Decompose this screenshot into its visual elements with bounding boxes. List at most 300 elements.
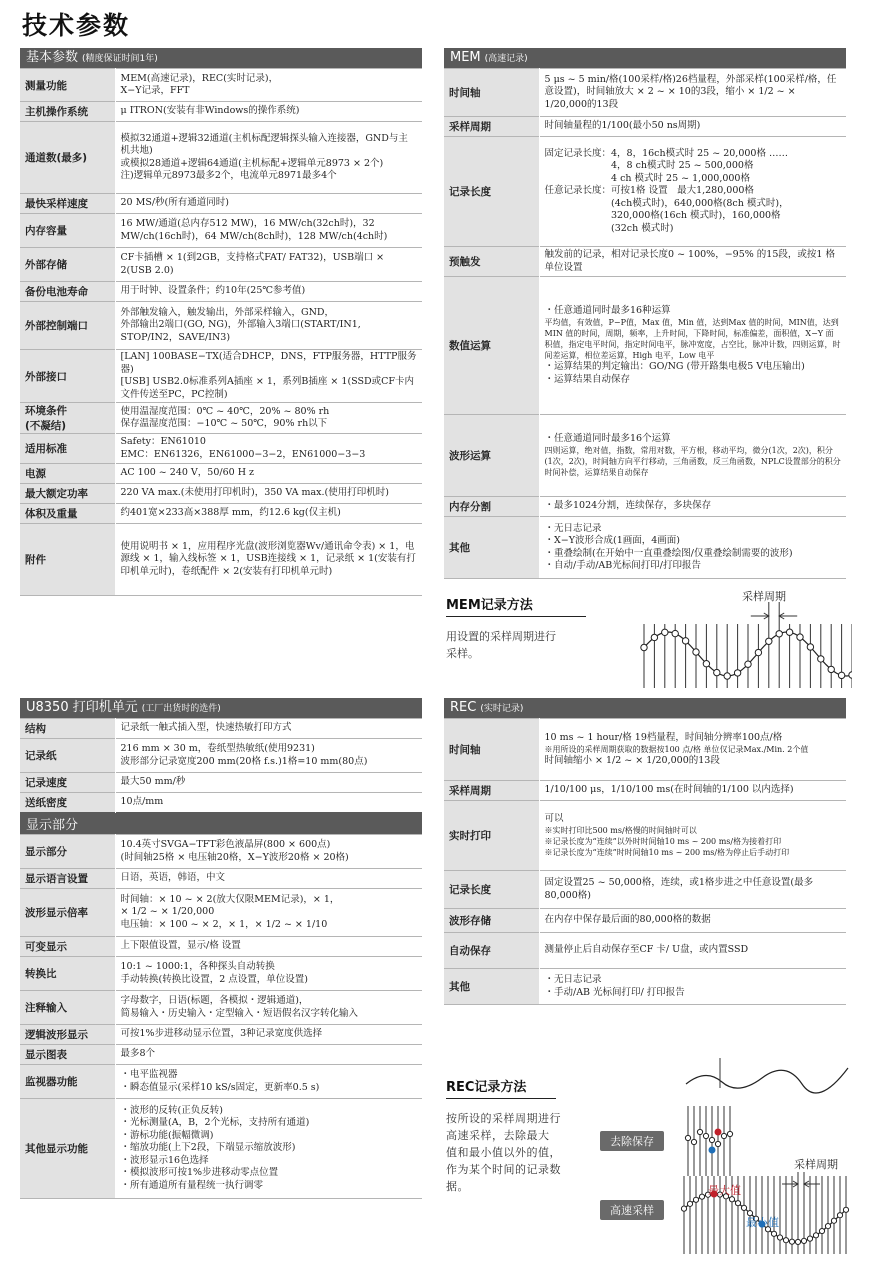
spec-value-line: Safety：EN61010	[120, 436, 206, 447]
spec-label: 波形存储	[444, 909, 539, 933]
sample-point	[789, 1239, 794, 1244]
spec-row	[20, 1099, 422, 1199]
spec-label: 其他	[444, 517, 539, 579]
spec-label: 记录长度	[444, 137, 539, 247]
spec-value-line: 216 mm × 30 m，卷纸型热敏纸(使用9231)	[120, 743, 315, 754]
sample-point	[699, 1194, 704, 1199]
remove-save-label: 去除保存	[600, 1131, 664, 1151]
spec-value	[539, 415, 846, 497]
printer-spec-table	[20, 718, 422, 1199]
spec-row	[444, 497, 846, 517]
spec-value	[115, 434, 422, 464]
spec-value-line: ・缩放功能(上下2段，下端显示缩放波形)	[120, 1142, 296, 1154]
page-title: 技术参数	[22, 11, 131, 40]
spec-value	[115, 484, 422, 504]
arrow-right-icon	[782, 1181, 798, 1187]
spec-value	[539, 933, 846, 969]
spec-value-line: ・游标功能(振幅微调)	[120, 1129, 214, 1141]
sample-point	[837, 1213, 842, 1218]
max-point	[715, 1129, 721, 1135]
section-header-rec	[444, 698, 846, 718]
spec-value	[115, 1065, 422, 1099]
spec-label: 波形运算	[444, 415, 539, 497]
spec-row	[20, 957, 422, 991]
sample-point	[691, 1139, 696, 1144]
spec-label: 自动保存	[444, 933, 539, 969]
spec-label: 通道数(最多)	[20, 122, 115, 194]
spec-value-line: 5 μs ~ 5 min/格(100采样/格)26档量程，外部采样(100采样/格，任意设置)，时间轴放大 × 2 ~ × 10的3段，缩小 × 1/2 ~ × 1/20,000的13段	[544, 73, 837, 110]
spec-label: 最大额定功率	[20, 484, 115, 504]
sample-point	[693, 1197, 698, 1202]
spec-row	[20, 122, 422, 194]
spec-value-line: ・任意通道同时最多16个运算	[544, 432, 671, 444]
spec-value-line: 4 ch 模式时 25 ~ 1,000,000格	[544, 172, 750, 184]
spec-value	[115, 1099, 422, 1199]
sample-point	[766, 638, 772, 644]
spec-value	[539, 117, 846, 137]
sample-point	[813, 1233, 818, 1238]
sample-point	[721, 1133, 726, 1138]
spec-value-line: ・光标测量(A，B，2个光标，支持所有通道)	[120, 1117, 310, 1129]
sample-point	[734, 670, 740, 676]
spec-value	[539, 69, 846, 117]
spec-value-line: ・最多1024分割，连续保存，多块保存	[544, 500, 712, 512]
spec-label: 时间轴	[444, 69, 539, 117]
sample-point	[825, 1224, 830, 1229]
spec-row	[20, 214, 422, 248]
mem-method-title: MEM记录方法	[446, 594, 586, 617]
spec-value-line: X−Y记录，FFT	[120, 85, 190, 96]
spec-row	[444, 137, 846, 247]
spec-row	[20, 889, 422, 937]
spec-value-line: ・电平监视器	[120, 1069, 178, 1080]
spec-value	[539, 719, 846, 781]
spec-label: 外部存储	[20, 248, 115, 282]
spec-row	[444, 909, 846, 933]
spec-row	[20, 248, 422, 282]
spec-row	[444, 117, 846, 137]
spec-value-line: 模拟32通道+逻辑32通道(主机标配逻辑探头输入连接器，GND与主机共地)	[120, 132, 408, 156]
sample-point	[681, 1206, 686, 1211]
spec-label: 其他	[444, 969, 539, 1005]
display-section-header	[20, 813, 422, 835]
spec-row	[20, 991, 422, 1025]
spec-label: 数值运算	[444, 277, 539, 415]
spec-label: 送纸密度	[20, 793, 115, 813]
spec-value-line: [USB] USB2.0标准系列A插座 × 1，系列B插座 × 1(SSD或CF卡内文件传送至PC，PC控制)	[120, 376, 414, 400]
spec-value	[539, 247, 846, 277]
spec-value	[115, 889, 422, 937]
spec-value-line: 320,000格(16ch 模式时)，160,000格	[544, 210, 781, 222]
spec-value-line: 时间轴量程的1/100(最小50 ns周期)	[544, 120, 701, 132]
arrow-left-icon	[804, 1181, 820, 1187]
spec-value-line: 20 MS/秒(所有通道同时)	[120, 197, 229, 209]
sample-point	[727, 1131, 732, 1136]
spec-value-line: ・无日志记录	[544, 522, 602, 534]
rec-spec-table	[444, 718, 846, 1005]
spec-label: 显示语言设置	[20, 869, 115, 889]
arrow-right-icon	[751, 613, 769, 619]
rec-sampling-diagram	[676, 1058, 856, 1258]
sample-point	[849, 672, 852, 678]
spec-label: 记录长度	[444, 871, 539, 909]
spec-row	[20, 937, 422, 957]
sample-point	[755, 649, 761, 655]
section-title: REC	[450, 700, 477, 715]
section-header-mem	[444, 48, 846, 68]
max-value-label: 最大值	[708, 1184, 741, 1197]
spec-value-line: 时间轴：× 10 ~ × 2(放大仅限MEM记录)，× 1，	[120, 893, 340, 905]
spec-value	[115, 248, 422, 282]
spec-value	[115, 719, 422, 739]
spec-value	[115, 773, 422, 793]
spec-label: 预触发	[444, 247, 539, 277]
sample-point	[703, 661, 709, 667]
spec-value-line: ※实时打印比500 ms/格慢的时间轴时可以	[544, 826, 697, 836]
spec-value-line: ・手动/AB 光标间打印/ 打印报告	[544, 986, 685, 998]
spec-value-line: 最多8个	[120, 1048, 156, 1060]
spec-value-line: 外部输出2端口(GO, NG)，外部输入3端口(START/IN1, STOP/IN2，SAVE/IN3)	[120, 319, 364, 343]
spec-label: 结构	[20, 719, 115, 739]
spec-label: 时间轴	[444, 719, 539, 781]
spec-value-line: 记录纸一触式插入型，快速热敏打印方式	[120, 722, 292, 734]
section-subtitle: (工厂出货时的选件)	[141, 704, 221, 714]
spec-value-line: ・重叠绘制(在开始中一直重叠绘图/仅重叠绘制需要的波形)	[544, 547, 793, 559]
spec-value	[539, 909, 846, 933]
spec-value-line: 保存温湿度范围：−10℃ ~ 50℃，90% rh以下	[120, 418, 328, 429]
spec-row	[20, 350, 422, 403]
basic-spec-table	[20, 68, 422, 596]
spec-label: 内存容量	[20, 214, 115, 248]
sample-point	[745, 661, 751, 667]
spec-label: 监视器功能	[20, 1065, 115, 1099]
spec-label: 实时打印	[444, 801, 539, 871]
spec-value	[539, 871, 846, 909]
spec-label: 环境条件 (不凝结)	[20, 403, 115, 434]
min-value-label: 最小值	[746, 1216, 779, 1229]
spec-row	[20, 739, 422, 773]
spec-label: 体积及重量	[20, 504, 115, 524]
spec-row	[20, 102, 422, 122]
spec-label: 采样周期	[444, 117, 539, 137]
sample-point	[741, 1205, 746, 1210]
spec-value-line: 波形部分记录宽度200 mm(20格 f.s.)1格=10 mm(80点)	[120, 755, 368, 767]
spec-value	[115, 957, 422, 991]
spec-row	[20, 434, 422, 464]
spec-value	[539, 137, 846, 247]
sample-point	[838, 672, 844, 678]
sample-point	[685, 1135, 690, 1140]
spec-value-line: 字母数字，日语(标题，各模拟・逻辑通道)，	[120, 995, 309, 1006]
sample-point	[662, 629, 668, 635]
spec-value-line: 4，8 ch模式时 25 ~ 500,000格	[544, 160, 754, 172]
spec-value-line: 16 MW/通道(总内存512 MW)，16 MW/ch(32ch时)，32 MW/ch(16ch时)，64 MW/ch(8ch时)，128 MW/ch(4ch时)	[120, 218, 388, 242]
spec-label: 主机操作系统	[20, 102, 115, 122]
spec-value-line: 测量停止后自动保存至CF 卡/ U盘，或内置SSD	[544, 944, 749, 956]
spec-row	[20, 793, 422, 813]
spec-label: 适用标准	[20, 434, 115, 464]
spec-row	[444, 801, 846, 871]
spec-label: 外部控制端口	[20, 302, 115, 350]
spec-row	[20, 1025, 422, 1045]
sample-point	[703, 1133, 708, 1138]
spec-value-line: 可按1%步进移动显示位置，3种记录宽度供选择	[120, 1028, 323, 1040]
spec-value-line: 最大50 mm/秒	[120, 776, 186, 788]
sample-point	[786, 629, 792, 635]
spec-value-line: 简易输入・历史输入・定型输入・短语假名汉字转化输入	[120, 1007, 359, 1019]
sample-point	[709, 1137, 714, 1142]
sample-point	[843, 1207, 848, 1212]
spec-value	[115, 282, 422, 302]
arrow-left-icon	[779, 613, 797, 619]
spec-value-line: 触发前的记录，相对记录长度0 ~ 100%，−95% 的15段，或按1 格单位设置	[544, 249, 835, 273]
spec-value-line: 10 ms ~ 1 hour/格 19档量程，时间轴分辨率100点/格	[544, 731, 783, 743]
spec-value	[539, 497, 846, 517]
spec-row	[20, 524, 422, 596]
sample-point	[807, 1236, 812, 1241]
spec-value-line: ・任意通道同时最多16种运算	[544, 304, 671, 316]
sample-point	[795, 1239, 800, 1244]
spec-value-line: 10:1 ~ 1000:1，各种探头自动转换	[120, 961, 275, 972]
spec-label: 内存分割	[444, 497, 539, 517]
rec-method-title: REC记录方法	[446, 1076, 556, 1099]
spec-value-line: MEM(高速记录)，REC(实时记录)，	[120, 72, 279, 84]
fast-sampling-label: 高速采样	[600, 1200, 664, 1220]
sample-point	[801, 1238, 806, 1243]
spec-value	[539, 781, 846, 801]
spec-value	[115, 464, 422, 484]
spec-value-line: CF卡插槽 × 1(到2GB，支持格式FAT/ FAT32)，USB端口 × 2(USB 2.0)	[120, 252, 388, 276]
section-title: MEM	[450, 50, 481, 65]
spec-value-line: ・X−Y波形合成(1画面，4画面)	[544, 535, 680, 546]
spec-value	[115, 302, 422, 350]
spec-row	[20, 69, 422, 102]
sample-point	[747, 1211, 752, 1216]
sample-point	[807, 644, 813, 650]
sample-point	[682, 638, 688, 644]
spec-row	[20, 403, 422, 434]
spec-value-line: 固定记录长度：4，8，16ch模式时 25 ~ 20,000格 ……	[544, 147, 788, 159]
section-title: U8350 打印机单元	[26, 700, 138, 715]
section-header-printer	[20, 698, 422, 718]
mem-method-description: 用设置的采样周期进行 采样。	[446, 630, 556, 660]
spec-value	[115, 122, 422, 194]
spec-value-line: AC 100 ~ 240 V，50/60 H z	[120, 467, 255, 479]
spec-value	[115, 524, 422, 596]
spec-row	[444, 781, 846, 801]
spec-value-line: 或模拟28通道+逻辑64通道(主机标配+逻辑单元8973 × 2个)	[120, 157, 384, 169]
spec-value-line: ※用所设的采样周期获取的数据按100 点/格 单位仅记录Max./Min. 2个值	[544, 745, 809, 754]
spec-value-line: ※记录长度为“连续”时时间轴10 ms ~ 200 ms/格为停止后手动打印	[544, 848, 790, 858]
sample-point	[724, 673, 730, 679]
sample-point	[831, 1218, 836, 1223]
min-point	[709, 1147, 715, 1153]
spec-label: 备份电池寿命	[20, 282, 115, 302]
spec-value	[115, 1025, 422, 1045]
spec-row	[444, 247, 846, 277]
spec-value	[115, 102, 422, 122]
spec-value-line: 220 VA max.(未使用打印机时)，350 VA max.(使用打印机时)	[120, 487, 389, 499]
section-subtitle: (高速记录)	[484, 54, 528, 64]
spec-row	[444, 871, 846, 909]
spec-label: 其他显示功能	[20, 1099, 115, 1199]
sample-point	[797, 634, 803, 640]
sample-point	[818, 656, 824, 662]
spec-value-line: 1/10/100 μs，1/10/100 ms(在时间轴的1/100 以内选择)	[544, 784, 794, 796]
spec-label: 可变显示	[20, 937, 115, 957]
spec-value-line: 使用温湿度范围：0℃ ~ 40℃，20% ~ 80% rh	[120, 405, 330, 417]
spec-label: 逻辑波形显示	[20, 1025, 115, 1045]
sample-point	[715, 1141, 720, 1146]
spec-label: 记录速度	[20, 773, 115, 793]
spec-value-line: 外部触发输入，触发输出，外部采样输入，GND，	[120, 306, 335, 318]
section-header-basic	[20, 48, 422, 68]
spec-value	[539, 801, 846, 871]
spec-row	[20, 773, 422, 793]
spec-value	[115, 991, 422, 1025]
spec-value-line: (32ch 模式时)	[544, 222, 674, 234]
sample-point	[776, 631, 782, 637]
spec-row	[444, 719, 846, 781]
sample-point	[687, 1201, 692, 1206]
spec-row	[444, 933, 846, 969]
spec-row	[20, 1045, 422, 1065]
sample-point	[714, 669, 720, 675]
spec-value-line: 10点/mm	[120, 796, 164, 808]
spec-value-line: ・波形显示16色选择	[120, 1154, 209, 1166]
spec-value-line: 注)逻辑单元8973最多2个，电流单元8971最多4个	[120, 170, 337, 181]
spec-label: 注释输入	[20, 991, 115, 1025]
spec-value	[115, 194, 422, 214]
spec-label: 显示部分	[20, 835, 115, 869]
spec-value-line: (时间轴25格 × 电压轴20格，X−Y波形20格 × 20格)	[120, 851, 349, 863]
spec-value-line: 日语，英语，韩语，中文	[120, 872, 226, 884]
spec-row	[20, 869, 422, 889]
spec-value-line: [LAN] 100BASE−TX(适合DHCP，DNS，FTP服务器，HTTP服务器)	[120, 351, 417, 375]
spec-value	[115, 214, 422, 248]
sample-point	[828, 666, 834, 672]
spec-value	[115, 1045, 422, 1065]
spec-label: 外部接口	[20, 350, 115, 403]
sample-point	[697, 1129, 702, 1134]
sample-point	[771, 1231, 776, 1236]
spec-label: 电源	[20, 464, 115, 484]
spec-value-line: ※记录长度为“连续”以外时时间轴10 ms ~ 200 ms/格为接着打印	[544, 837, 782, 847]
spec-label: 最快采样速度	[20, 194, 115, 214]
spec-row	[20, 504, 422, 524]
sample-point	[651, 634, 657, 640]
sample-point	[777, 1235, 782, 1240]
spec-value-line: 约401宽×233高×388厚 mm，约12.6 kg(仅主机)	[120, 507, 341, 519]
spec-value	[539, 277, 846, 415]
spec-value-line: × 1/2 ~ × 1/20,000	[120, 906, 215, 918]
spec-value-line: 使用说明书 × 1，应用程序光盘(波形浏览器Wv/通讯命令表) × 1，电源线 × 1，输入线标签 × 1，USB连接线 × 1，记录纸 × 1(安装有打印机单元时)，卷纸配件 × 2(安装有打印机单元时)	[120, 540, 416, 577]
spec-value-line: ・运算结果自动保存	[544, 373, 631, 385]
spec-value-line: 上下限值设置，显示/格 设置	[120, 940, 241, 952]
spec-value-line: 用于时钟、设置条件；约10年(25℃参考值)	[120, 285, 306, 297]
section-title: 显示部分	[20, 813, 422, 835]
spec-row	[444, 69, 846, 117]
spec-value-line: 手动转换(转换比设置，2 点设置，单位设置)	[120, 973, 308, 985]
spec-value	[115, 504, 422, 524]
spec-value-line: 在内存中保存最后面的80,000格的数据	[544, 914, 711, 926]
spec-row	[20, 1065, 422, 1099]
section-subtitle: (实时记录)	[480, 704, 524, 714]
spec-label: 附件	[20, 524, 115, 596]
spec-label: 记录纸	[20, 739, 115, 773]
spec-label: 采样周期	[444, 781, 539, 801]
spec-value-line: ・无日志记录	[544, 974, 602, 985]
spec-value-line: (4ch模式时)，640,000格(8ch 模式时)，	[544, 197, 789, 209]
spec-value-line: 10.4英寸SVGA−TFT彩色液晶屏(800 × 600点)	[120, 839, 331, 850]
sampling-period-label: 采样周期	[794, 1158, 838, 1171]
rec-method-description: 按所设的采样周期进行 高速采样，去除最大 值和最小值以外的值， 作为某个时间的记录数 据。	[446, 1112, 561, 1193]
spec-label: 测量功能	[20, 69, 115, 102]
section-title: 基本参数	[26, 50, 79, 65]
spec-value	[115, 739, 422, 773]
sampling-period-label: 采样周期	[742, 590, 786, 603]
mem-spec-table	[444, 68, 846, 579]
spec-value-line: ・波形的反转(正负反转)	[120, 1104, 223, 1116]
spec-value	[115, 793, 422, 813]
spec-value-line: 平均值，有效值，P−P值，Max 值，Min 值，达到Max 值的时间，MIN值，达到MIN 值的时间，周期，频率，上升时间，下降时间，标准偏差，面积值，X−Y 面积值，指定电平时间，指定时间电平，脉冲宽度，占空比，脉冲计数，四则运算，时间差运算，相位差运算，High 电平，Low 电平	[544, 318, 841, 361]
spec-value-line: 固定设置25 ~ 50,000格，连续，或1格步进之中任意设置(最多80,000格)	[544, 877, 814, 901]
spec-value	[115, 69, 422, 102]
spec-row	[444, 969, 846, 1005]
mem-sampling-diagram	[636, 586, 852, 690]
spec-value-line: ・运算结果的判定输出：GO/NG (带开路集电极5 V电压输出)	[544, 361, 805, 373]
spec-label: 转换比	[20, 957, 115, 991]
sample-point	[672, 630, 678, 636]
spec-row	[20, 282, 422, 302]
spec-value-line: 四则运算，绝对值，指数，常用对数，平方根，移动平均，微分(1次，2次)，积分(1次，2次)，时间轴方向平行移动，三角函数，反三角函数，NPLC设置部分的积分时间补偿，运算结果自动保存	[544, 446, 841, 478]
spec-value-line: EMC：EN61326，EN61000−3−2，EN61000−3−3	[120, 448, 366, 460]
spec-value-line: ・所有通道所有量程统一执行调零	[120, 1179, 264, 1191]
spec-value	[539, 517, 846, 579]
spec-row	[20, 464, 422, 484]
spec-value-line: 任意记录长度：可按1格 设置 最大1,280,000格	[544, 185, 754, 197]
spec-row	[20, 484, 422, 504]
spec-row	[444, 415, 846, 497]
sample-point	[735, 1201, 740, 1206]
spec-value	[115, 869, 422, 889]
sample-point	[819, 1228, 824, 1233]
sample-point	[693, 649, 699, 655]
spec-row	[20, 719, 422, 739]
sample-point	[783, 1238, 788, 1243]
sample-point	[729, 1197, 734, 1202]
spec-row	[444, 517, 846, 579]
spec-value-line: 时间轴缩小 × 1/2 ~ × 1/20,000的13段	[544, 755, 720, 766]
spec-value	[539, 969, 846, 1005]
spec-value	[115, 835, 422, 869]
spec-row	[20, 194, 422, 214]
spec-value-line: 可以	[544, 812, 564, 824]
spec-value-line: μ ITRON(安装有非Windows的操作系统)	[120, 105, 300, 117]
spec-value-line: ・瞬态值显示(采样10 kS/s固定，更新率0.5 s)	[120, 1081, 320, 1093]
spec-value-line: ・模拟波形可按1%步进移动零点位置	[120, 1167, 279, 1179]
spec-row	[20, 835, 422, 869]
spec-value	[115, 937, 422, 957]
spec-row	[444, 277, 846, 415]
spec-value	[115, 350, 422, 403]
spec-label: 波形显示倍率	[20, 889, 115, 937]
sample-point	[641, 644, 647, 650]
spec-row	[20, 302, 422, 350]
spec-value-line: 电压轴：× 100 ~ × 2，× 1，× 1/2 ~ × 1/10	[120, 918, 328, 930]
spec-value-line: ・自动/手动/AB光标间打印/打印报告	[544, 560, 701, 571]
section-subtitle: (精度保证时间1年)	[82, 54, 158, 64]
